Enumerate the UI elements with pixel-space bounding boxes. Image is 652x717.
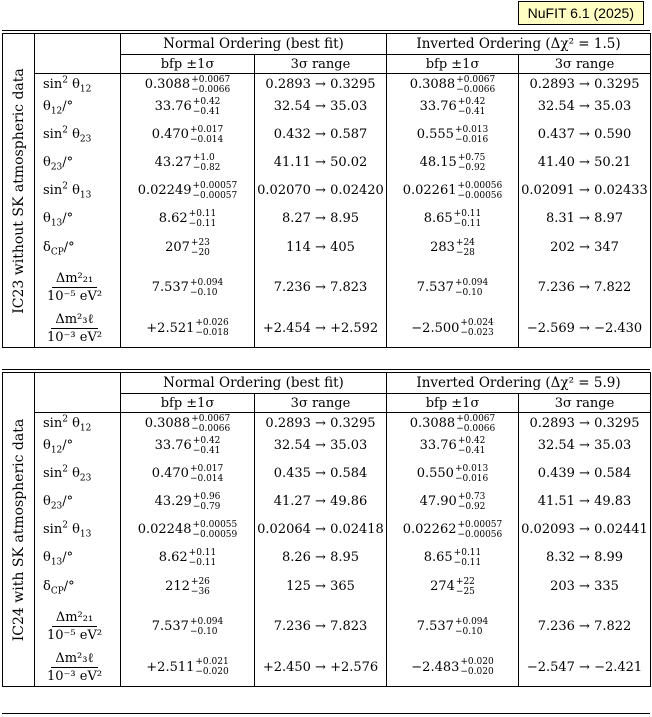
normal-3sigma-range: 32.54 → 35.03 xyxy=(255,435,387,457)
parameter-label: $\theta_{13}/^\circ$ xyxy=(35,208,121,230)
inverted-bfp-value: 8.65 +0.11 −0.11 xyxy=(423,208,482,229)
inverted-3sigma-range: 0.02093 → 0.02441 xyxy=(519,513,651,547)
table-row xyxy=(3,74,651,96)
inverted-bfp-value: 47.90 +0.73 −0.92 xyxy=(419,491,486,512)
normal-bfp-value: 0.3088 +0.0067 −0.0066 xyxy=(144,74,231,95)
io-bfp-header: bfp ±1σ xyxy=(387,55,519,74)
normal-bfp-value: 0.02248 +0.00055 −0.00059 xyxy=(137,519,238,540)
parameter-label: $\sin^2 \theta_{23}$ xyxy=(35,118,121,152)
normal-bfp-value: 0.470 +0.017 −0.014 xyxy=(151,124,224,145)
parameter-label: $\frac{\text{Δm²₃ℓ}}{\text{10⁻³ eV²}}$ xyxy=(35,649,121,687)
inverted-bfp-value: 0.3088 +0.0067 −0.0066 xyxy=(409,74,496,95)
normal-bfp-value: 43.27 +1.0 −0.82 xyxy=(154,152,221,173)
inverted-bfp-value: 0.3088 +0.0067 −0.0066 xyxy=(409,413,496,434)
normal-ordering-header: Normal Ordering (best fit) xyxy=(121,373,387,394)
normal-bfp-value: 8.62 +0.11 −0.11 xyxy=(158,208,217,229)
parameter-label: $\sin^2 \theta_{12}$ xyxy=(35,74,121,96)
table-row xyxy=(3,174,651,208)
no-bfp-header: bfp ±1σ xyxy=(121,55,255,74)
inverted-bfp-value: 8.65 +0.11 −0.11 xyxy=(423,547,482,568)
no-range-header: 3σ range xyxy=(255,394,387,413)
normal-3sigma-range: 0.435 → 0.584 xyxy=(255,457,387,491)
inverted-bfp-value: 0.555 +0.013 −0.016 xyxy=(416,124,489,145)
normal-3sigma-range: +2.450 → +2.576 xyxy=(255,649,387,687)
normal-3sigma-range: 8.27 → 8.95 xyxy=(255,208,387,230)
parameter-label: $\sin^2 \theta_{13}$ xyxy=(35,174,121,208)
inverted-ordering-header: Inverted Ordering (Δχ² = 1.5) xyxy=(387,34,651,55)
parameter-label: $\frac{\text{Δm²₂₁}}{\text{10⁻⁵ eV²}}$ xyxy=(35,605,121,649)
inverted-3sigma-range: 32.54 → 35.03 xyxy=(519,435,651,457)
inverted-3sigma-range: 202 → 347 xyxy=(519,230,651,266)
inverted-bfp-value: 48.15 +0.75 −0.92 xyxy=(419,152,486,173)
normal-bfp-value: 33.76 +0.42 −0.41 xyxy=(154,435,221,456)
normal-3sigma-range: 41.11 → 50.02 xyxy=(255,152,387,174)
inverted-3sigma-range: 41.40 → 50.21 xyxy=(519,152,651,174)
table-row xyxy=(3,513,651,547)
bottom-rule xyxy=(2,713,650,714)
normal-3sigma-range: 7.236 → 7.823 xyxy=(255,605,387,649)
table-row xyxy=(3,649,651,687)
dataset-label: IC24 with SK atmospheric data xyxy=(3,373,35,687)
table-row xyxy=(3,491,651,513)
inverted-bfp-value: 7.537 +0.094 −0.10 xyxy=(416,616,489,637)
normal-3sigma-range: 114 → 405 xyxy=(255,230,387,266)
normal-bfp-value: 43.29 +0.96 −0.79 xyxy=(154,491,221,512)
normal-3sigma-range: 125 → 365 xyxy=(255,569,387,605)
inverted-bfp-value: −2.483 +0.020 −0.020 xyxy=(411,657,494,678)
table-row xyxy=(3,435,651,457)
inverted-3sigma-range: 32.54 → 35.03 xyxy=(519,96,651,118)
parameter-label: $\sin^2 \theta_{23}$ xyxy=(35,457,121,491)
parameter-label: $\sin^2 \theta_{13}$ xyxy=(35,513,121,547)
table-row xyxy=(3,152,651,174)
top-rule xyxy=(2,30,650,31)
normal-3sigma-range: 7.236 → 7.823 xyxy=(255,266,387,310)
normal-3sigma-range: 41.27 → 49.86 xyxy=(255,491,387,513)
inverted-bfp-value: 274 +22 −25 xyxy=(430,576,475,597)
inverted-3sigma-range: 203 → 335 xyxy=(519,569,651,605)
normal-3sigma-range: 8.26 → 8.95 xyxy=(255,547,387,569)
io-range-header: 3σ range xyxy=(519,55,651,74)
inverted-3sigma-range: −2.569 → −2.430 xyxy=(519,310,651,348)
table-row xyxy=(3,230,651,266)
inverted-bfp-value: −2.500 +0.024 −0.023 xyxy=(411,318,494,339)
normal-bfp-value: 8.62 +0.11 −0.11 xyxy=(158,547,217,568)
table-row xyxy=(3,457,651,491)
inverted-3sigma-range: 0.439 → 0.584 xyxy=(519,457,651,491)
normal-3sigma-range: +2.454 → +2.592 xyxy=(255,310,387,348)
corner-cell xyxy=(35,373,121,413)
inverted-bfp-value: 33.76 +0.42 −0.41 xyxy=(419,96,486,117)
parameter-label: $\frac{\text{Δm²₃ℓ}}{\text{10⁻³ eV²}}$ xyxy=(35,310,121,348)
inverted-3sigma-range: 8.32 → 8.99 xyxy=(519,547,651,569)
normal-bfp-value: 212 +26 −36 xyxy=(165,576,210,597)
inverted-3sigma-range: 0.2893 → 0.3295 xyxy=(519,74,651,96)
middle-rule xyxy=(2,369,650,370)
parameter-label: $\theta_{12}/^\circ$ xyxy=(35,96,121,118)
no-range-header: 3σ range xyxy=(255,55,387,74)
no-bfp-header: bfp ±1σ xyxy=(121,394,255,413)
parameter-label: $\theta_{23}/^\circ$ xyxy=(35,152,121,174)
normal-bfp-value: +2.511 +0.021 −0.020 xyxy=(146,657,229,678)
parameter-label: $\theta_{13}/^\circ$ xyxy=(35,547,121,569)
normal-bfp-value: 0.3088 +0.0067 −0.0066 xyxy=(144,413,231,434)
inverted-3sigma-range: 0.02091 → 0.02433 xyxy=(519,174,651,208)
inverted-bfp-value: 33.76 +0.42 −0.41 xyxy=(419,435,486,456)
inverted-3sigma-range: 7.236 → 7.822 xyxy=(519,266,651,310)
inverted-3sigma-range: 0.437 → 0.590 xyxy=(519,118,651,152)
parameter-label: $\sin^2 \theta_{12}$ xyxy=(35,413,121,435)
normal-bfp-value: 7.537 +0.094 −0.10 xyxy=(151,616,224,637)
normal-3sigma-range: 0.2893 → 0.3295 xyxy=(255,413,387,435)
normal-3sigma-range: 0.2893 → 0.3295 xyxy=(255,74,387,96)
inverted-3sigma-range: 41.51 → 49.83 xyxy=(519,491,651,513)
inverted-bfp-value: 0.550 +0.013 −0.016 xyxy=(416,463,489,484)
normal-bfp-value: 33.76 +0.42 −0.41 xyxy=(154,96,221,117)
table-row xyxy=(3,310,651,348)
io-range-header: 3σ range xyxy=(519,394,651,413)
io-bfp-header: bfp ±1σ xyxy=(387,394,519,413)
inverted-3sigma-range: 7.236 → 7.822 xyxy=(519,605,651,649)
normal-3sigma-range: 0.02064 → 0.02418 xyxy=(255,513,387,547)
inverted-bfp-value: 283 +24 −28 xyxy=(430,237,475,258)
table-row xyxy=(3,569,651,605)
normal-bfp-value: +2.521 +0.026 −0.018 xyxy=(146,318,229,339)
table-row xyxy=(3,547,651,569)
parameter-label: $\delta_{CP}/^\circ$ xyxy=(35,230,121,266)
parameter-label: $\theta_{12}/^\circ$ xyxy=(35,435,121,457)
table-row xyxy=(3,266,651,310)
table-row xyxy=(3,605,651,649)
inverted-ordering-header: Inverted Ordering (Δχ² = 5.9) xyxy=(387,373,651,394)
normal-bfp-value: 207 +23 −20 xyxy=(165,237,210,258)
inverted-bfp-value: 7.537 +0.094 −0.10 xyxy=(416,277,489,298)
corner-cell xyxy=(35,34,121,74)
normal-3sigma-range: 32.54 → 35.03 xyxy=(255,96,387,118)
inverted-bfp-value: 0.02262 +0.00057 −0.00056 xyxy=(402,519,503,540)
inverted-3sigma-range: 0.2893 → 0.3295 xyxy=(519,413,651,435)
normal-bfp-value: 0.02249 +0.00057 −0.00057 xyxy=(137,180,238,201)
parameter-label: $\delta_{CP}/^\circ$ xyxy=(35,569,121,605)
table-row xyxy=(3,96,651,118)
table-ic23 xyxy=(2,33,650,348)
table-row xyxy=(3,118,651,152)
dataset-label: IC23 without SK atmospheric data xyxy=(3,34,35,348)
inverted-3sigma-range: −2.547 → −2.421 xyxy=(519,649,651,687)
normal-bfp-value: 0.470 +0.017 −0.014 xyxy=(151,463,224,484)
normal-bfp-value: 7.537 +0.094 −0.10 xyxy=(151,277,224,298)
parameter-table xyxy=(2,372,651,687)
normal-3sigma-range: 0.432 → 0.587 xyxy=(255,118,387,152)
normal-3sigma-range: 0.02070 → 0.02420 xyxy=(255,174,387,208)
parameter-label: $\frac{\text{Δm²₂₁}}{\text{10⁻⁵ eV²}}$ xyxy=(35,266,121,310)
inverted-bfp-value: 0.02261 +0.00056 −0.00056 xyxy=(402,180,503,201)
table-row xyxy=(3,208,651,230)
table-ic24 xyxy=(2,372,650,687)
parameter-table xyxy=(2,33,651,348)
version-badge: NuFIT 6.1 (2025) xyxy=(518,1,644,25)
parameter-label: $\theta_{23}/^\circ$ xyxy=(35,491,121,513)
normal-ordering-header: Normal Ordering (best fit) xyxy=(121,34,387,55)
table-row xyxy=(3,413,651,435)
inverted-3sigma-range: 8.31 → 8.97 xyxy=(519,208,651,230)
